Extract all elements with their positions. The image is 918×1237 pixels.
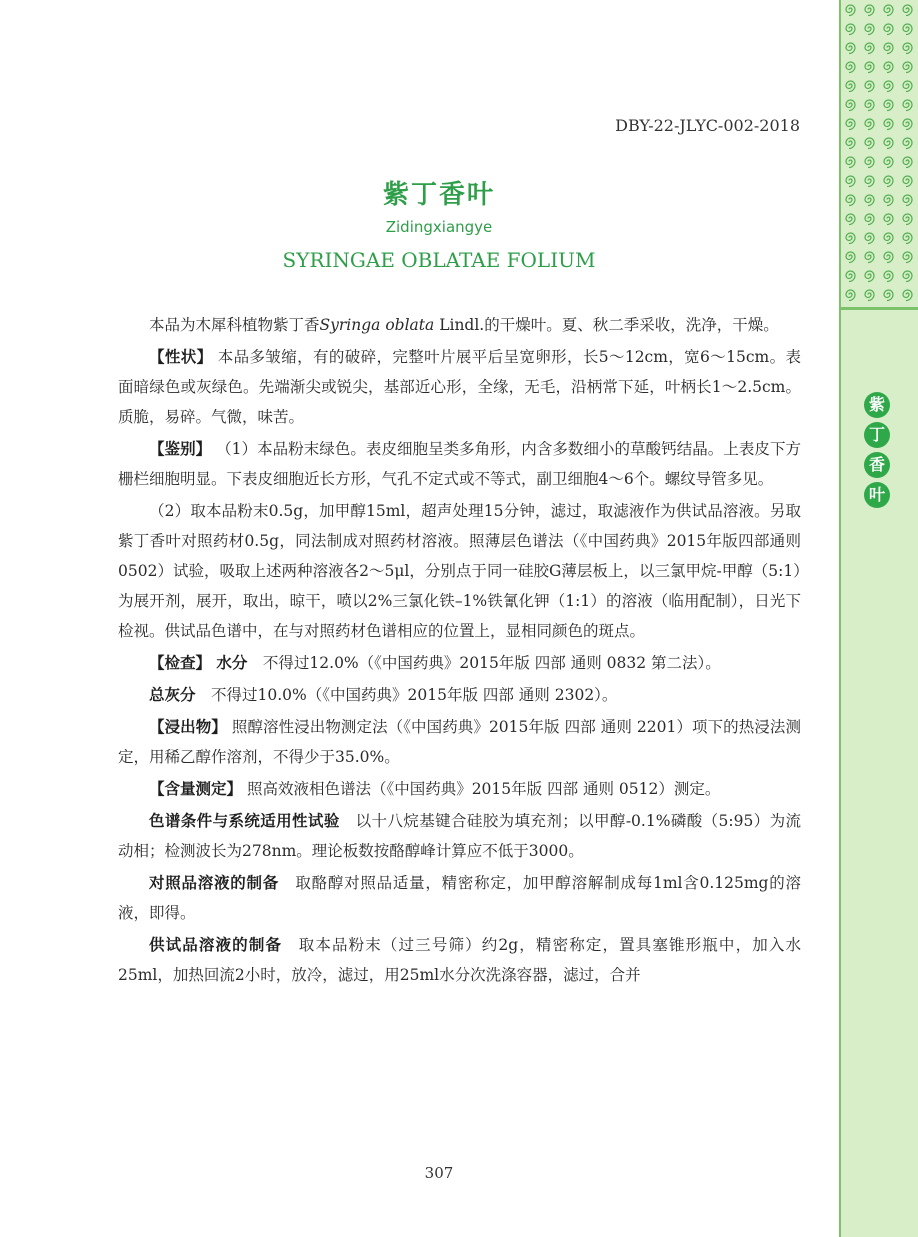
paragraph-duizhao (118, 868, 801, 928)
page-number: 307 (424, 1164, 454, 1182)
section-label: 【含量测定】 (149, 780, 243, 798)
section-label: 【鉴别】 (149, 440, 212, 458)
subsection-label: 供试品溶液的制备 (149, 936, 283, 954)
text-run: Lindl.的干燥叶。夏、秋二季采收，洗净，干燥。 (434, 316, 779, 334)
text-run: 不得过10.0%（《中国药典》2015年版 四部 通则 2302）。 (195, 686, 618, 704)
section-label: 【性状】 (149, 348, 213, 366)
section-label: 【检查】 (149, 654, 212, 672)
species-name: Syringa oblata (319, 316, 435, 334)
paragraph-sepu (118, 806, 801, 866)
document-code: DBY-22-JLYC-002-2018 (615, 116, 800, 135)
paragraph-intro (118, 310, 801, 340)
title-latin: SYRINGAE OBLATAE FOLIUM (282, 248, 596, 272)
monograph-body (118, 310, 801, 992)
text-run: （1）本品粉末绿色。表皮细胞呈类多角形，内含多数细小的草酸钙结晶。上表皮下方栅栏细胞明显。下表皮细胞近长方形，气孔不定式或不等式，副卫细胞4～6个。螺纹导管多见。 (118, 440, 801, 488)
title-pinyin: Zidingxiangye (385, 218, 493, 236)
paragraph-hanliang (118, 774, 801, 804)
side-tab-char: 紫 (864, 392, 890, 418)
paragraph-jinchuwu (118, 712, 801, 772)
paragraph-jianbie (118, 434, 801, 494)
subsection-label: 对照品溶液的制备 (149, 874, 280, 892)
subsection-label: 总灰分 (149, 686, 196, 704)
section-label: 【浸出物】 (149, 718, 227, 736)
paragraph-jiancha (118, 648, 801, 678)
subsection-label: 色谱条件与系统适用性试验 (149, 812, 340, 830)
text-run: 以十八烷基键合硅胶为填充剂；以甲醇-0.1%磷酸（5:95）为流动相；检测波长为278nm。理论板数按酪醇峰计算应不低于3000。 (118, 812, 801, 860)
text-run: 取本品粉末（过三号筛）约2g，精密称定，置具塞锥形瓶中，加入水25ml，加热回流2小时，放冷，滤过，用25ml水分次洗涤容器，滤过，合并 (118, 936, 801, 984)
text-run: 照醇溶性浸出物测定法（《中国药典》2015年版 四部 通则 2201）项下的热浸法测定，用稀乙醇作溶剂，不得少于35.0%。 (118, 718, 801, 766)
side-tab-char: 叶 (864, 482, 890, 508)
paragraph-zonghuifen (118, 680, 801, 710)
text-run: 本品多皱缩，有的破碎，完整叶片展平后呈宽卵形，长5～12cm，宽6～15cm。表面暗绿色或灰绿色。先端渐尖或锐尖，基部近心形，全缘，无毛，沿柄常下延，叶柄长1～2.5cm。质脆，易碎。气微，味苦。 (118, 348, 801, 426)
text-run: 本品为木犀科植物紫丁香 (149, 316, 320, 334)
title-chinese: 紫丁香叶 (382, 180, 495, 210)
text-run: 照高效液相色谱法（《中国药典》2015年版 四部 通则 0512）测定。 (242, 780, 721, 798)
text-run: 取酪醇对照品适量，精密称定，加甲醇溶解制成每1ml含0.125mg的溶液，即得。 (118, 874, 801, 922)
side-tab-char: 香 (864, 452, 890, 478)
text-run: 不得过12.0%（《中国药典》2015年版 四部 通则 0832 第二法）。 (247, 654, 721, 672)
side-tab-char: 丁 (864, 422, 890, 448)
subsection-label: 水分 (211, 654, 248, 672)
paragraph-jianbie-2: （2）取本品粉末0.5g，加甲醇15ml，超声处理15分钟，滤过，取滤液作为供试品溶液。另取紫丁香叶对照药材0.5g，同法制成对照药材溶液。照薄层色谱法（《中国药典》2015年版四部通则0502）试验，吸取上述两种溶液各2～5μl，分别点于同一硅胶G薄层板上，以三氯甲烷-甲醇（5:1）为展开剂，展开，取出，晾干，喷以2%三氯化铁–1%铁氰化钾（1:1）的溶液（临用配制），日光下检视。供试品色谱中，在与对照药材色谱相应的位置上，显相同颜色的斑点。 (118, 502, 801, 640)
side-tab-title (864, 392, 892, 508)
band-divider (841, 307, 918, 310)
paragraph-gongshi (118, 930, 801, 990)
paragraph-xingzhuang (118, 342, 801, 432)
